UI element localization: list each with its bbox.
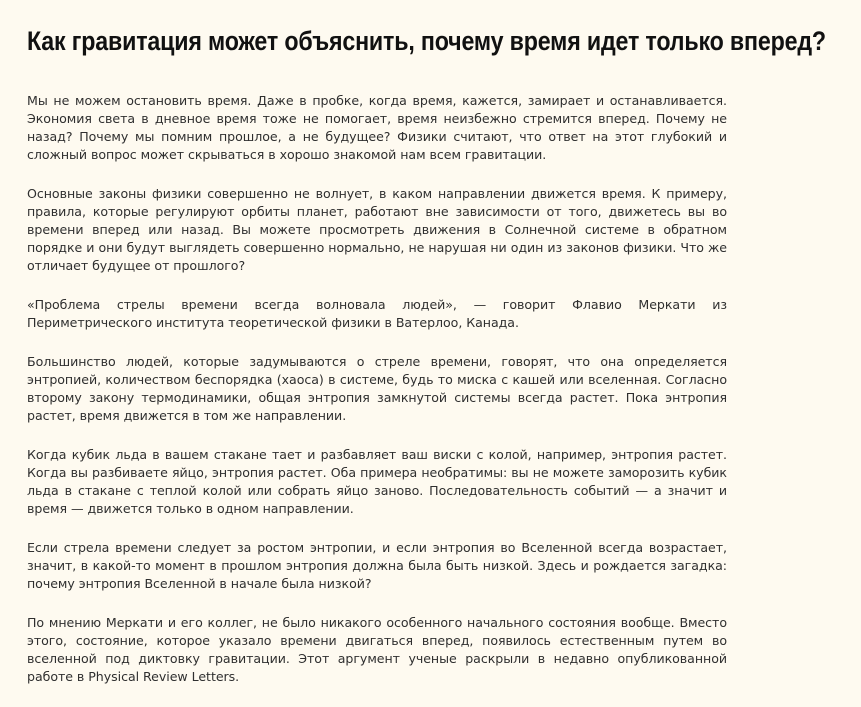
article-paragraph-5: Когда кубик льда в вашем стакане тает и разбавляет ваш виски с колой, например, энтропия растет. Когда вы разбиваете яйцо, энтропия растет. Оба примера необратимы: вы не можете заморозить кубик льда в стакане с теплой колой или собрать яйцо заново. Последовательность событий — а значит и время — движется только в одном направлении. [27,447,727,516]
article-paragraph-4: Большинство людей, которые задумываются о стреле времени, говорят, что она определяется энтропией, количеством беспорядка (хаоса) в системе, будь то миска с кашей или вселенная. Согласно второму закону термодинамики, общая энтропия замкнутой системы всегда растет. Пока энтропия растет, время движется в том же направлении. [27,354,727,423]
article-body [27,92,727,707]
article-paragraph-6: Если стрела времени следует за ростом энтропии, и если энтропия во Вселенной всегда возрастает, значит, в какой-то момент в прошлом энтропия должна была быть низкой. Здесь и рождается загадка: почему энтропия Вселенной в начале была низкой? [27,540,727,591]
article-paragraph-1: Мы не можем остановить время. Даже в пробке, когда время, кажется, замирает и останавливается. Экономия света в дневное время тоже не помогает, время неизбежно стремится вперед. Почему не назад? Почему мы помним прошлое, а не будущее? Физики считают, что ответ на этот глубокий и сложный вопрос может скрываться в хорошо знакомой нам всем гравитации. [27,93,727,162]
article-paragraph-2: Основные законы физики совершенно не волнует, в каком направлении движется время. К примеру, правила, которые регулируют орбиты планет, работают вне зависимости от того, движетесь вы во времени вперед или назад. Вы можете просмотреть движения в Солнечной системе в обратном порядке и они будут выглядеть совершенно нормально, не нарушая ни один из законов физики. Что же отличает будущее от прошлого? [27,186,727,273]
article-title: Как гравитация может объяснить, почему время идет только вперед? [27,26,826,56]
article-paragraph-7: По мнению Меркати и его коллег, не было никакого особенного начального состояния вообще. Вместо этого, состояние, которое указало времени двигаться вперед, появилось естественным путем во вселенной под диктовку гравитации. Этот аргумент ученые раскрыли в недавно опубликованной работе в Physical Review Letters. [27,615,727,684]
article-paragraph-3: «Проблема стрелы времени всегда волновала людей», — говорит Флавио Меркати из Периметрического института теоретической физики в Ватерлоо, Канада. [27,297,727,330]
